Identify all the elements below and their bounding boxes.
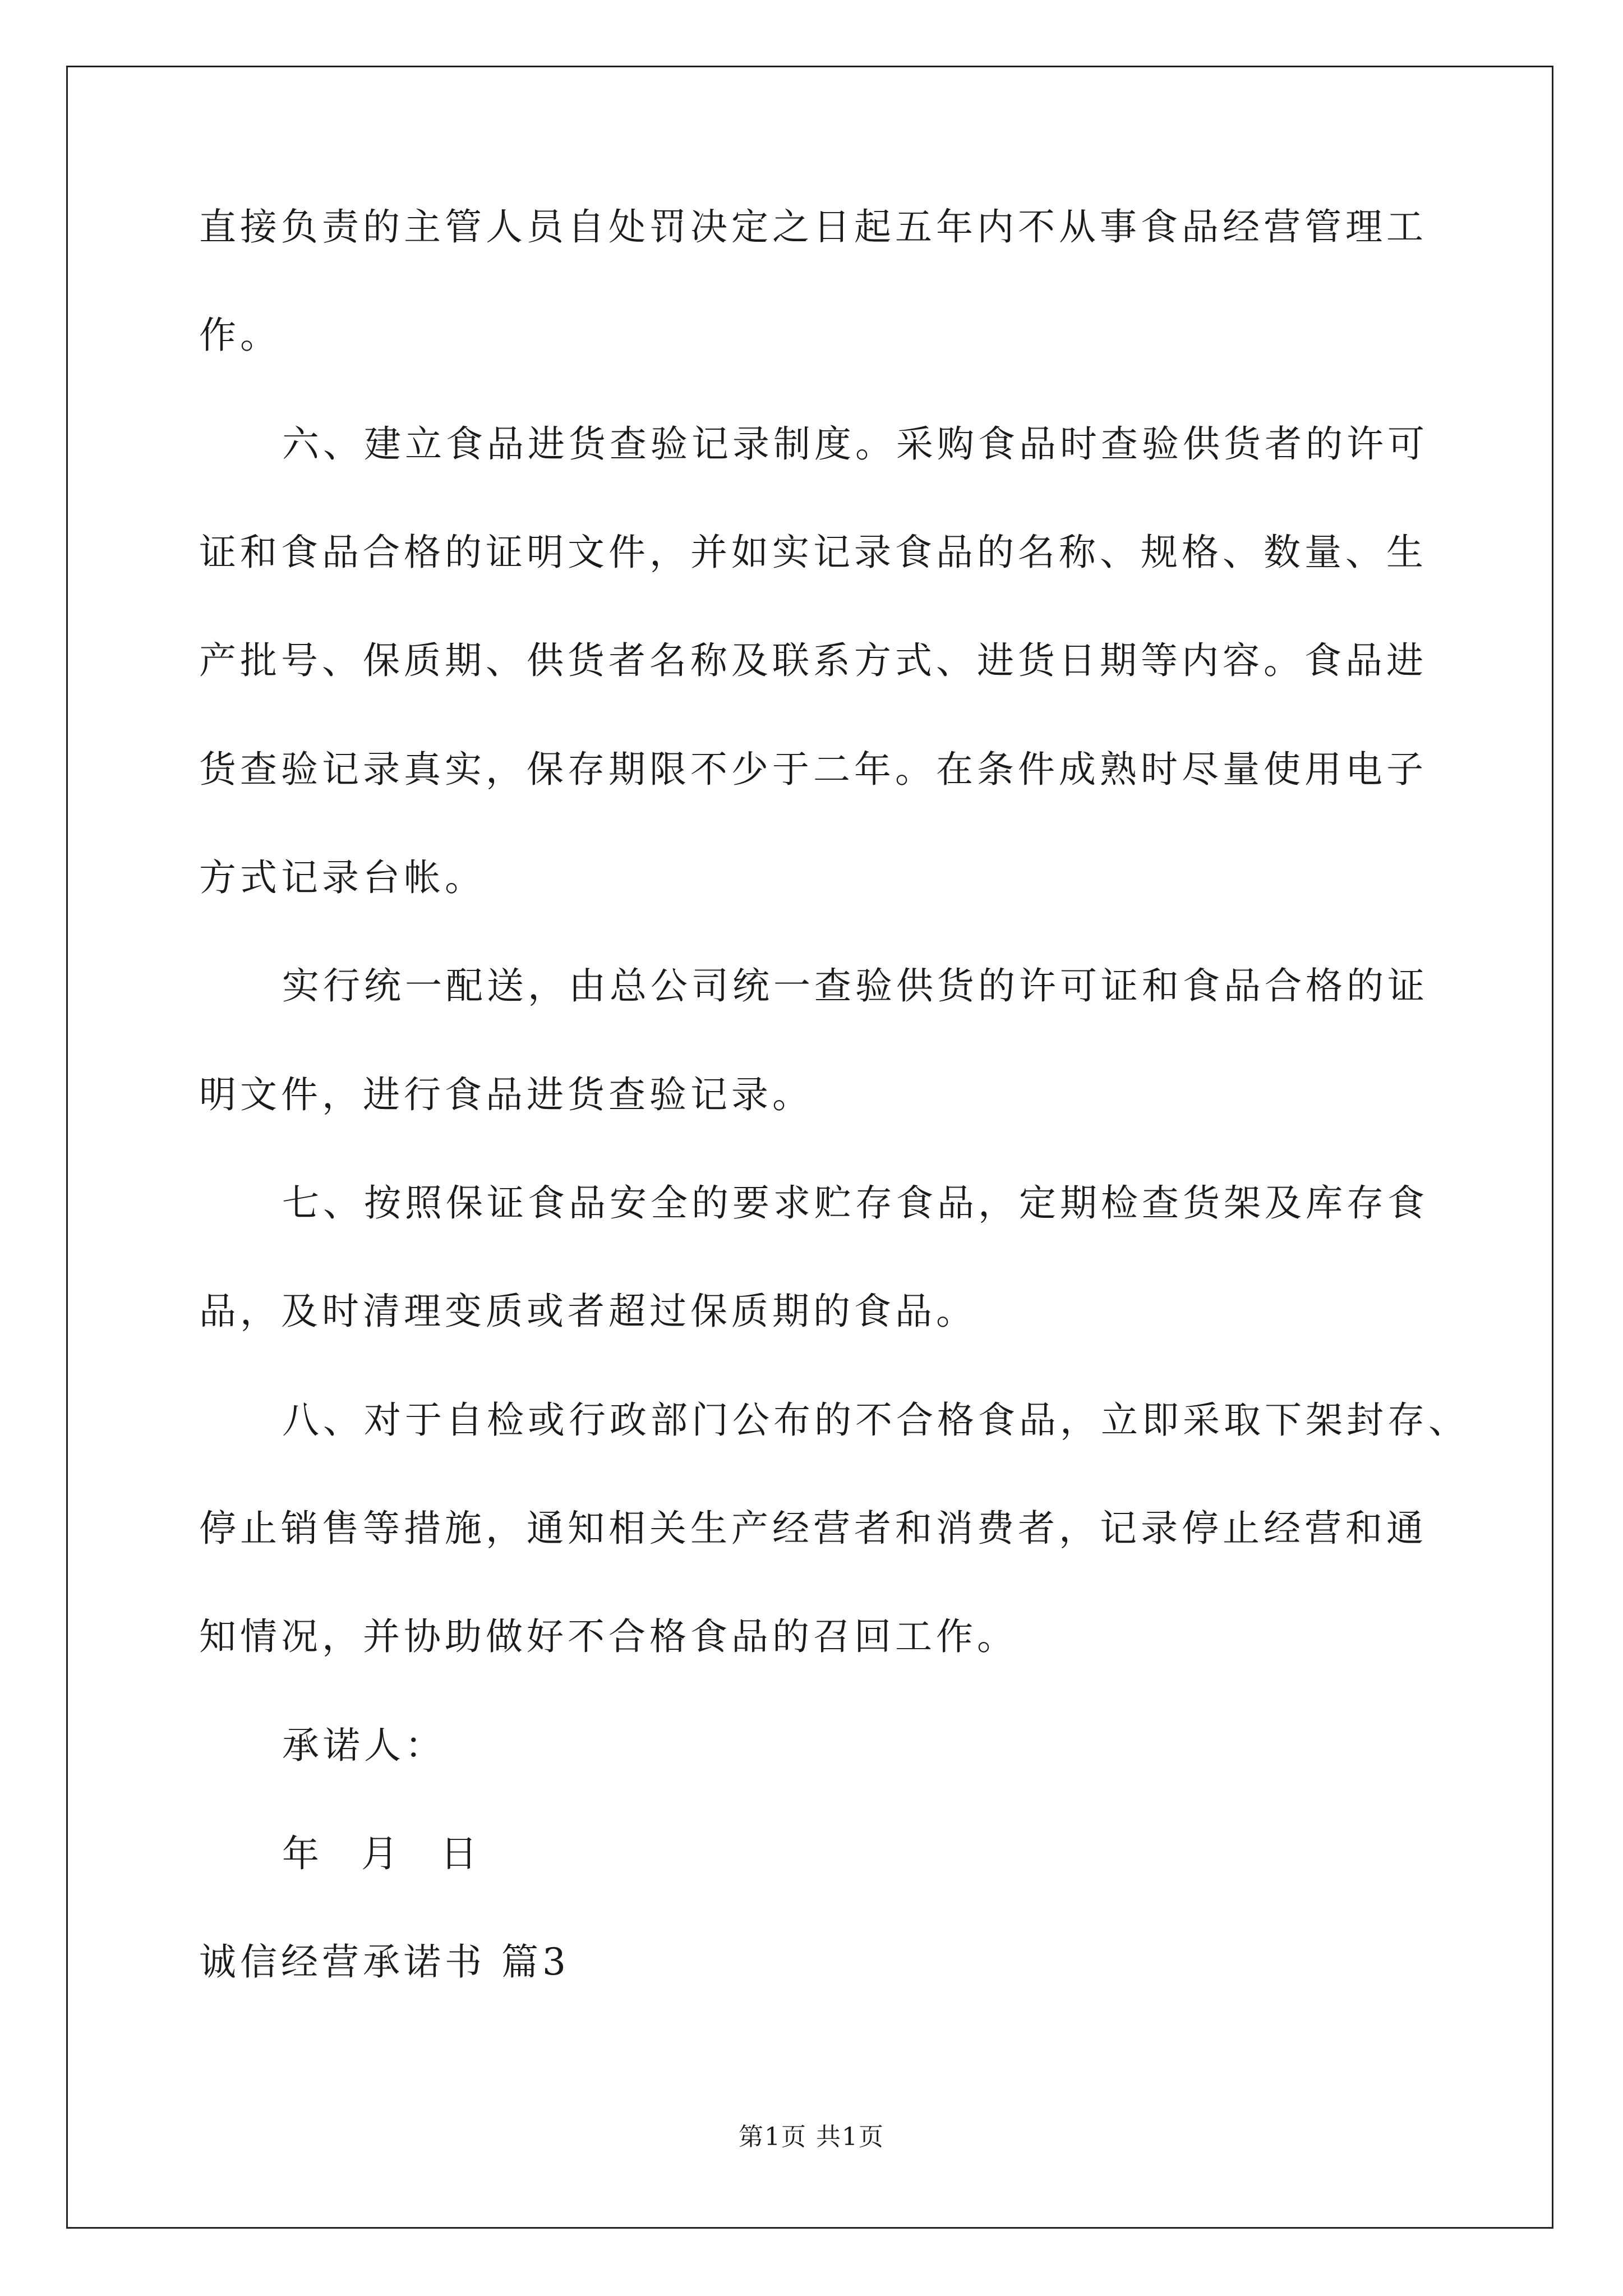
text-line: 直接负责的主管人员自处罚决定之日起五年内不从事食品经营管理工 [199, 205, 1427, 249]
text-line: 证和食品合格的证明文件，并如实记录食品的名称、规格、数量、生 [199, 531, 1427, 574]
text-line: 作。 [199, 314, 281, 357]
text-line: 知情况，并协助做好不合格食品的召回工作。 [199, 1615, 1018, 1658]
paragraph-start: 实行统一配送，由总公司统一查验供货的许可证和食品合格的证 [282, 964, 1428, 1007]
text-line: 停止销售等措施，通知相关生产经营者和消费者，记录停止经营和通 [199, 1507, 1427, 1550]
paragraph-start: 六、建立食品进货查验记录制度。采购食品时查验供货者的许可 [282, 422, 1428, 466]
page-footer: 第1页 共1页 [739, 2123, 884, 2151]
text-line: 品，及时清理变质或者超过保质期的食品。 [199, 1290, 977, 1333]
signatory-label: 承诺人： [282, 1724, 446, 1767]
paragraph-start: 七、按照保证食品安全的要求贮存食品，定期检查货架及库存食 [282, 1181, 1428, 1225]
page-border [66, 66, 1553, 2229]
paragraph-start: 八、对于自检或行政部门公布的不合格食品，立即采取下架封存、 [282, 1398, 1469, 1442]
date-label: 年 月 日 [282, 1832, 481, 1875]
section-heading: 诚信经营承诺书 篇3 [199, 1940, 570, 1984]
text-line: 方式记录台帐。 [199, 856, 486, 899]
text-line: 明文件，进行食品进货查验记录。 [199, 1073, 813, 1116]
text-line: 产批号、保质期、供货者名称及联系方式、进货日期等内容。食品进 [199, 639, 1427, 682]
text-line: 货查验记录真实，保存期限不少于二年。在条件成熟时尽量使用电子 [199, 748, 1427, 791]
